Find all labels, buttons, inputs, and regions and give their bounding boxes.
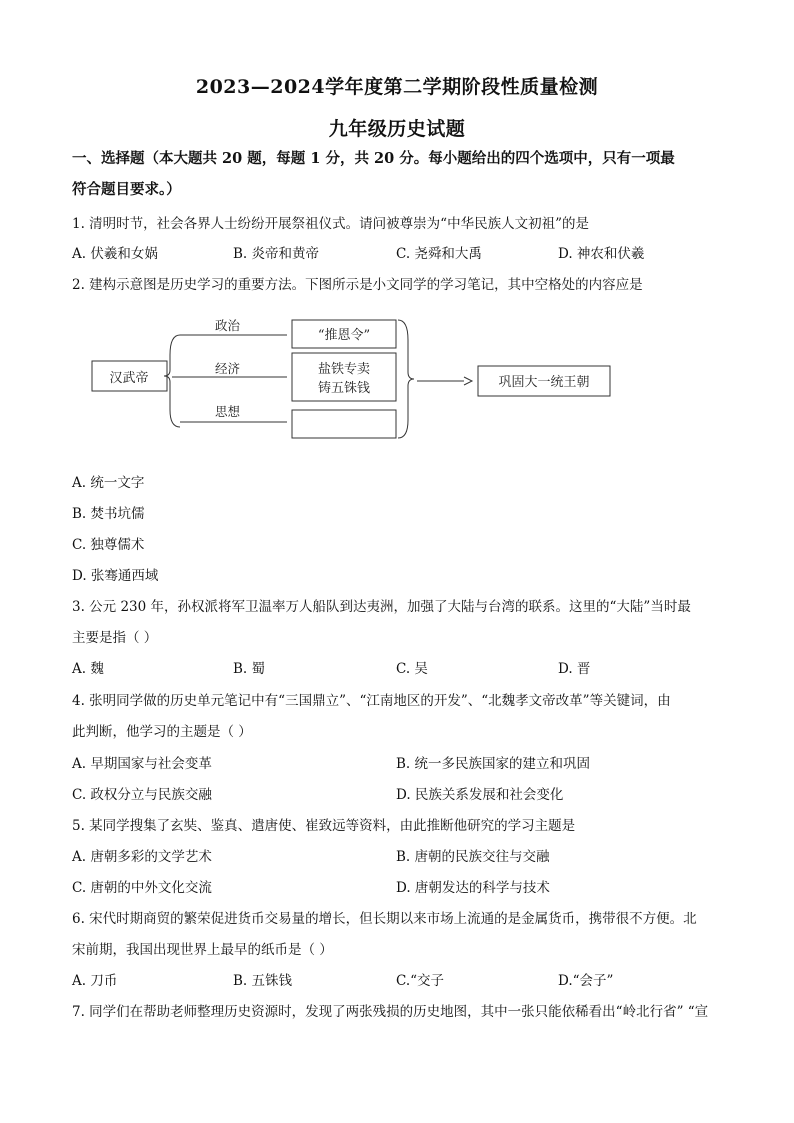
question-2-option-c: C. 独尊儒术 (72, 537, 145, 553)
question-3-option-b: B. 蜀 (233, 661, 266, 677)
diagram-label-emperor: 汉武帝 (109, 371, 149, 386)
question-1-option-c: C. 尧舜和大禹 (396, 246, 482, 262)
question-3-option-d: D. 晋 (558, 661, 591, 677)
question-4-option-b: B. 统一多民族国家的建立和巩固 (396, 756, 591, 772)
exam-subtitle: 九年级历史试题 (328, 118, 466, 140)
question-1-option-a: A. 伏羲和女娲 (72, 246, 158, 262)
section-heading-line1: 一、选择题（本大题共 20 题，每题 1 分，共 20 分。每小题给出的四个选项中，只有一项最 (72, 150, 675, 167)
question-2-stem: 2. 建构示意图是历史学习的重要方法。下图所示是小文同学的学习笔记，其中空格处的内容应是 (72, 277, 643, 293)
question-4-option-d: D. 民族关系发展和社会变化 (396, 787, 564, 803)
question-6-stem-line2: 宋前期，我国出现世界上最早的纸币是（ ） (72, 942, 333, 958)
question-6-option-d: D.“会子” (558, 973, 614, 989)
question-4-option-c: C. 政权分立与民族交融 (72, 787, 212, 803)
diagram-text-politics: “推恩令” (317, 328, 371, 343)
question-3-stem-line1: 3. 公元 230 年，孙权派将军卫温率万人船队到达夷洲，加强了大陆与台湾的联系。这里的“大陆”当时最 (72, 599, 691, 615)
section-heading-line2: 符合题目要求。） (72, 181, 181, 198)
question-4-option-a: A. 早期国家与社会变革 (72, 756, 212, 772)
question-5-option-b: B. 唐朝的民族交往与交融 (396, 849, 550, 865)
question-7-stem: 7. 同学们在帮助老师整理历史资源时，发现了两张残损的历史地图，其中一张只能依稀看出“岭北行省” “宣 (72, 1004, 709, 1020)
question-5-option-d: D. 唐朝发达的科学与技术 (396, 880, 550, 896)
question-3-option-c: C. 吴 (396, 661, 428, 677)
question-5-option-a: A. 唐朝多彩的文学艺术 (72, 849, 212, 865)
diagram-text-economy-2: 铸五铢钱 (317, 381, 371, 396)
question-2-option-d: D. 张骞通西域 (72, 568, 159, 584)
question-1-option-b: B. 炎帝和黄帝 (233, 246, 320, 262)
diagram-label-economy: 经济 (215, 361, 241, 376)
question-1-option-d: D. 神农和伏羲 (558, 246, 645, 262)
question-5-option-c: C. 唐朝的中外文化交流 (72, 880, 212, 896)
diagram-label-politics: 政治 (215, 318, 241, 333)
diagram-text-result: 巩固大一统王朝 (498, 375, 590, 390)
diagram-label-thought: 思想 (215, 404, 241, 419)
question-4-stem-line2: 此判断，他学习的主题是（ ） (72, 724, 252, 740)
exam-title: 2023—2024学年度第二学期阶段性质量检测 (195, 76, 599, 98)
question-3-stem-line2: 主要是指（ ） (72, 630, 158, 646)
diagram-text-economy-1: 盐铁专卖 (317, 362, 371, 377)
question-1-stem: 1. 清明时节，社会各界人士纷纷开展祭祖仪式。请问被尊崇为“中华民族人文初祖”的是 (72, 216, 589, 232)
question-6-stem-line1: 6. 宋代时期商贸的繁荣促进货币交易量的增长，但长期以来市场上流通的是金属货币，携带很不方便。北 (72, 911, 697, 927)
question-3-option-a: A. 魏 (72, 661, 104, 677)
concept-diagram (80, 310, 640, 450)
diagram-right-brace (398, 320, 414, 438)
question-6-option-c: C.“交子 (396, 973, 445, 989)
diagram-box-thought-blank (292, 410, 396, 438)
question-6-option-b: B. 五铢钱 (233, 973, 293, 989)
question-2-option-a: A. 统一文字 (72, 475, 145, 491)
question-4-stem-line1: 4. 张明同学做的历史单元笔记中有“三国鼎立”、“江南地区的开发”、“北魏孝文帝改革”等关键词，由 (72, 693, 671, 709)
question-6-option-a: A. 刀币 (72, 973, 118, 989)
question-2-option-b: B. 焚书坑儒 (72, 506, 145, 522)
diagram-arrow-head (464, 377, 472, 385)
question-5-stem: 5. 某同学搜集了玄奘、鉴真、遣唐使、崔致远等资料，由此推断他研究的学习主题是 (72, 818, 576, 834)
